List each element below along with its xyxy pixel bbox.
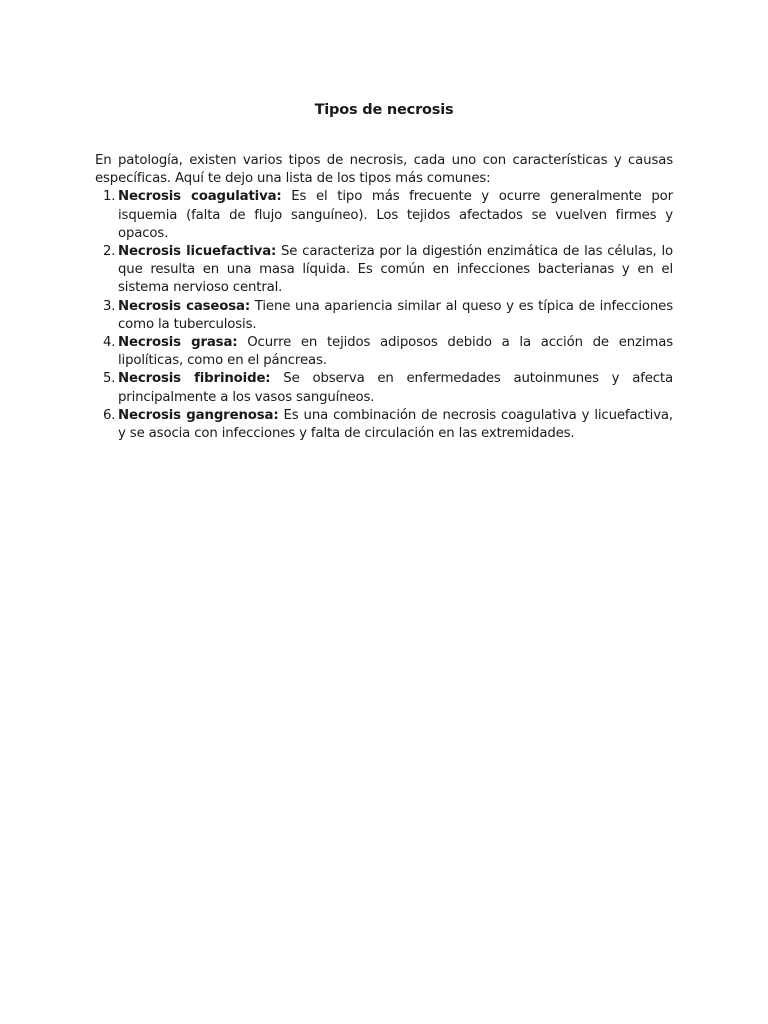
list-item (95, 370, 673, 406)
list-item-term: Necrosis fibrinoide: (118, 371, 271, 387)
list-item-number: 3. (103, 298, 116, 314)
list-item (95, 188, 673, 243)
list-item (95, 407, 673, 443)
list-item-description: Ocurre en tejidos adiposos debido a la acción de enzimas lipolíticas, como en el páncreas. (118, 335, 673, 369)
list-item-term: Necrosis gangrenosa: (118, 407, 279, 423)
list-item-number: 5. (103, 371, 116, 387)
list-item-description: Se observa en enfermedades autoinmunes y afecta principalmente a los vasos sanguíneos. (118, 371, 673, 405)
necrosis-types-list (95, 188, 673, 443)
list-item (95, 298, 673, 334)
list-item-term: Necrosis grasa: (118, 335, 238, 351)
list-item-term: Necrosis caseosa: (118, 298, 251, 314)
list-item-number: 4. (103, 335, 116, 351)
list-item-number: 6. (103, 407, 116, 423)
list-item-description: Tiene una apariencia similar al queso y es típica de infecciones como la tuberculosis. (118, 298, 673, 332)
document-body (95, 152, 673, 443)
list-item-description: Es el tipo más frecuente y ocurre generalmente por isquemia (falta de flujo sanguíneo). Los tejidos afectados se vuelven firmes y opacos. (118, 189, 673, 241)
list-item-number: 1. (103, 189, 116, 205)
list-item-term: Necrosis coagulativa: (118, 189, 282, 205)
document-title: Tipos de necrosis (314, 102, 454, 118)
list-item-description: Se caracteriza por la digestión enzimática de las células, lo que resulta en una masa líquida. Es común en infecciones bacterianas y en el sistema nervioso central. (118, 244, 673, 296)
list-item (95, 243, 673, 298)
list-item-term: Necrosis licuefactiva: (118, 244, 277, 260)
intro-paragraph: En patología, existen varios tipos de necrosis, cada uno con características y causas específicas. Aquí te dejo una lista de los tipos más comunes: (95, 153, 673, 187)
list-item (95, 334, 673, 370)
list-item-description: Es una combinación de necrosis coagulativa y licuefactiva, y se asocia con infecciones y falta de circulación en las extremidades. (118, 407, 673, 442)
list-item-number: 2. (103, 244, 116, 260)
